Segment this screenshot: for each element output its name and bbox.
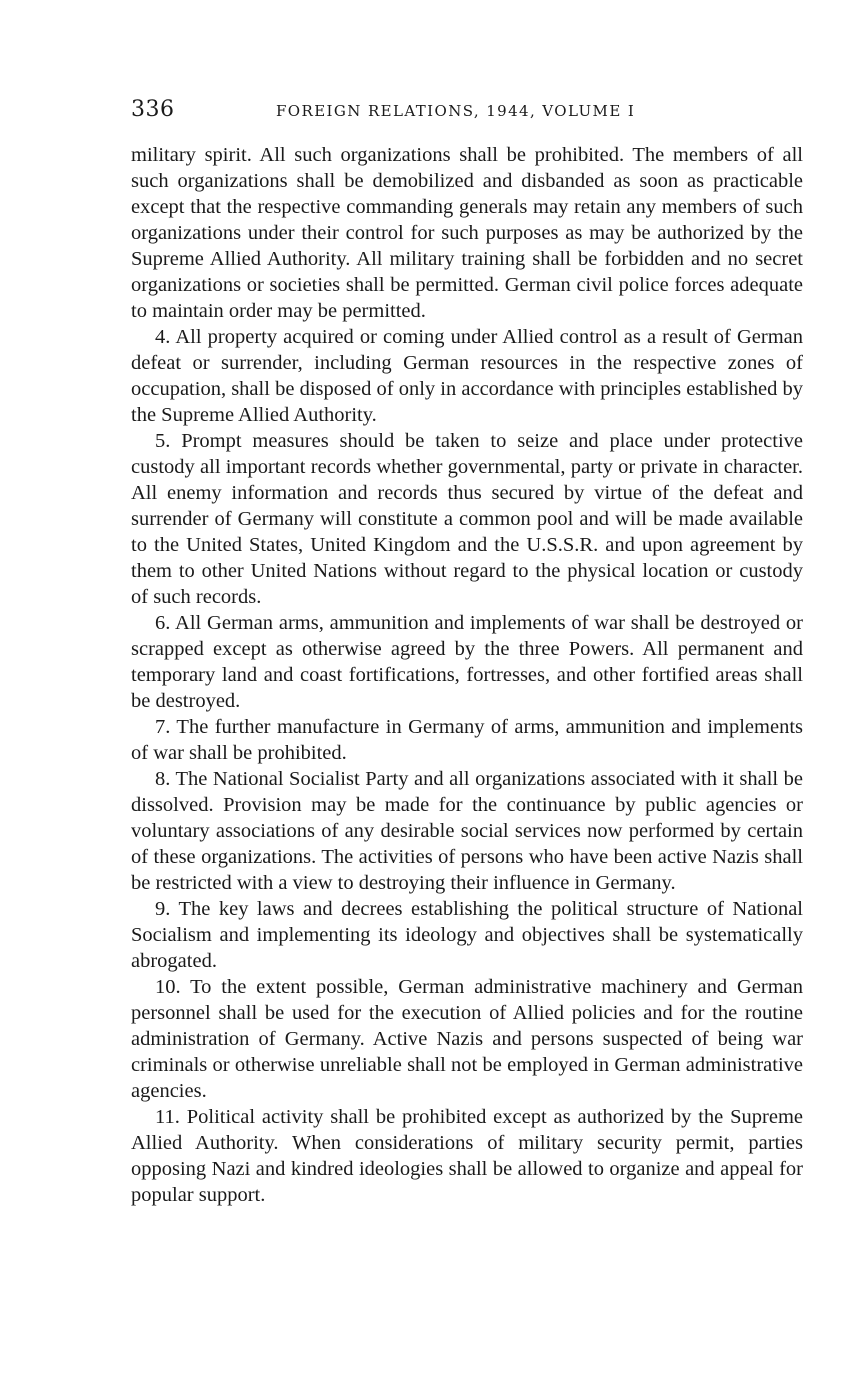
paragraph-8: 8. The National Socialist Party and all organizations associated with it shall be dissolved. Provision may be made for the continuance by public agencies or voluntary associations of any desirable social services now performed by certain of these organizations. The activities of persons who have been active Nazis shall be restricted with a view to destroying their influence in Germany.	[131, 768, 803, 894]
document-page	[131, 96, 803, 1208]
paragraph-6: 6. All German arms, ammunition and implements of war shall be destroyed or scrapped except as otherwise agreed by the three Powers. All permanent and temporary land and coast fortifications, fortresses, and other fortified areas shall be destroyed.	[131, 612, 803, 712]
paragraph-10: 10. To the extent possible, German administrative machinery and German personnel shall be used for the execution of Allied policies and for the routine administration of Germany. Active Nazis and persons suspected of being war criminals or otherwise unreliable shall not be employed in German administrative agencies.	[131, 976, 803, 1102]
paragraph-continuation: military spirit. All such organizations shall be prohibited. The members of all such organizations shall be demobilized and disbanded as soon as practicable except that the respective commanding generals may retain any members of such organizations under their control for such purposes as may be authorized by the Supreme Allied Authority. All military training shall be forbidden and no secret organizations or societies shall be permitted. German civil police forces adequate to maintain order may be permitted.	[131, 144, 803, 322]
running-head-title: FOREIGN RELATIONS, 1944, VOLUME I	[276, 102, 636, 120]
paragraph-5: 5. Prompt measures should be taken to seize and place under protective custody all important records whether governmental, party or private in character. All enemy information and records thus secured by virtue of the defeat and surrender of Germany will constitute a common pool and will be made available to the United States, United Kingdom and the U.S.S.R. and upon agreement by them to other United Nations without regard to the physical location or custody of such records.	[131, 430, 803, 608]
paragraph-9: 9. The key laws and decrees establishing the political structure of National Socialism and implementing its ideology and objectives shall be systematically abrogated.	[131, 898, 803, 972]
running-head	[131, 96, 803, 132]
paragraph-7: 7. The further manufacture in Germany of arms, ammunition and implements of war shall be prohibited.	[131, 716, 803, 764]
paragraph-4: 4. All property acquired or coming under Allied control as a result of German defeat or surrender, including German resources in the respective zones of occupation, shall be disposed of only in accordance with principles established by the Supreme Allied Authority.	[131, 326, 803, 426]
body-text	[131, 142, 803, 1208]
page-number: 336	[131, 97, 175, 122]
paragraph-11: 11. Political activity shall be prohibited except as authorized by the Supreme Allied Authority. When considerations of military security permit, parties opposing Nazi and kindred ideologies shall be allowed to organize and appeal for popular support.	[131, 1106, 803, 1206]
